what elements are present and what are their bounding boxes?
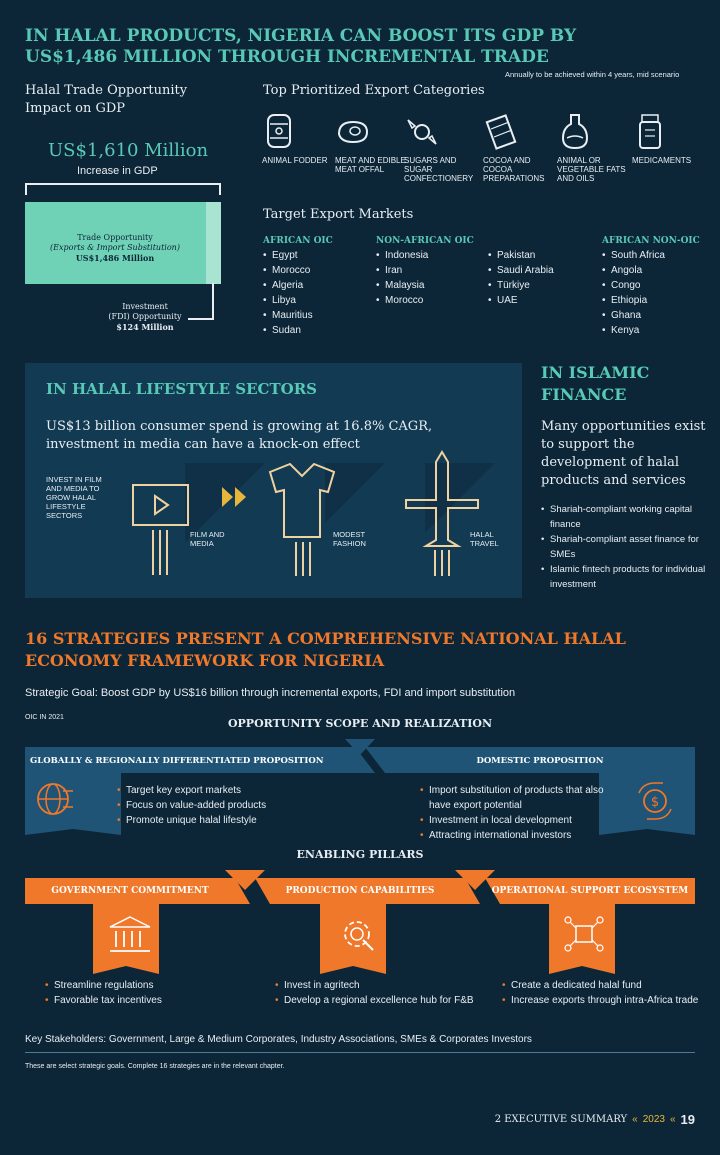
modest-fashion-label: MODEST FASHION (333, 530, 366, 548)
film-media-label: FILM AND MEDIA (190, 530, 225, 548)
fdi-connector-h (188, 318, 214, 320)
trade-label (45, 233, 185, 263)
list-item: • Türkiye (488, 278, 583, 293)
fdi-value: $124 Million (116, 322, 174, 332)
list-item: • Shariah-compliant working capital finance (541, 502, 709, 532)
markets-heading: Target Export Markets (263, 207, 414, 222)
forward-arrows-icon (220, 485, 250, 509)
list-item: • Import substitution of products that also have export potential (420, 783, 610, 813)
category-label: ANIMAL FODDER (262, 156, 328, 165)
footnote: These are select strategic goals. Complete 16 strategies are in the relevant chapter. (25, 1063, 285, 1070)
global-proposition-list (117, 783, 266, 828)
footer-separator: « (632, 1114, 638, 1125)
list-item: • Invest in agritech (275, 978, 475, 993)
fdi-label (100, 302, 190, 332)
trade-title: Trade Opportunity (77, 233, 153, 242)
halal-travel-label: HALAL TRAVEL (470, 530, 499, 548)
african-oic-title: AFRICAN OIC (263, 236, 333, 246)
african-oic-list (263, 236, 333, 338)
list-item: • South Africa (602, 248, 700, 263)
divider (25, 1052, 695, 1053)
list-item: • Morocco (376, 293, 488, 308)
category-sugar (404, 112, 478, 183)
list-item: • Target key export markets (117, 783, 266, 798)
category-meat (335, 112, 409, 174)
category-label: SUGARS AND SUGAR CONFECTIONERY (404, 156, 474, 183)
list-item: • Ethiopia (602, 293, 700, 308)
list-item: • Develop a regional excellence hub for F&B (275, 993, 475, 1008)
list-item: • Promote unique halal lifestyle (117, 813, 266, 828)
footer-section: 2 EXECUTIVE SUMMARY (494, 1114, 628, 1125)
pillar-government-title: GOVERNMENT COMMITMENT (51, 886, 209, 896)
footer-separator: « (669, 1114, 676, 1125)
list-item: • Increase exports through intra-Africa trade (502, 993, 702, 1008)
key-stakeholders: Key Stakeholders: Government, Large & Medium Corporates, Industry Associations, SMEs & Corporates Investors (25, 1034, 532, 1045)
page-number: 19 (680, 1112, 695, 1127)
category-cocoa (483, 112, 557, 183)
opportunity-heading: Halal Trade Opportunity Impact on GDP (25, 83, 188, 116)
domestic-proposition-title: DOMESTIC PROPOSITION (476, 756, 604, 766)
fdi-line1: Investment (122, 302, 168, 311)
list-item: • Shariah-compliant asset finance for SMEs (541, 532, 709, 562)
government-building-icon (108, 915, 152, 955)
svg-text:$: $ (650, 795, 660, 810)
dollar-exchange-icon (633, 779, 677, 823)
gdp-total: US$1,610 Million (48, 140, 209, 161)
modest-fashion-icon (262, 462, 342, 580)
pillar-operational-title: OPERATIONAL SUPPORT ECOSYSTEM (491, 886, 689, 896)
list-item: • Pakistan (488, 248, 583, 263)
list-item: • Iran (376, 263, 488, 278)
halal-travel-icon (402, 450, 482, 580)
islamic-heading: IN ISLAMIC FINANCE (541, 363, 650, 404)
list-item: • Congo (602, 278, 700, 293)
film-media-icon (128, 470, 218, 580)
globe-network-icon (35, 779, 75, 819)
page-footer (495, 1112, 695, 1127)
list-item: • Libya (263, 293, 333, 308)
category-medicaments (632, 112, 706, 165)
category-label: ANIMAL OR VEGETABLE FATS AND OILS (557, 156, 626, 183)
category-label: MEAT AND EDIBLE MEAT OFFAL (335, 156, 406, 174)
chocolate-icon (483, 112, 519, 152)
page-title: IN HALAL PRODUCTS, NIGERIA CAN BOOST ITS GDP BY US$1,486 MILLION THROUGH INCREMENTAL TRADE (25, 26, 577, 67)
medicine-icon (632, 112, 668, 152)
list-item: • Investment in local development (420, 813, 610, 828)
scope-title: OPPORTUNITY SCOPE AND REALIZATION (227, 717, 493, 730)
meat-icon (335, 112, 371, 152)
category-label: MEDICAMENTS (632, 156, 692, 165)
list-item: • Algeria (263, 278, 333, 293)
lifestyle-subheading: US$13 billion consumer spend is growing at 16.8% CAGR, investment in media can have a knock-on effect (46, 419, 433, 452)
list-item: • Kenya (602, 323, 700, 338)
pillar-production-list (275, 978, 475, 1008)
strategic-goal: Strategic Goal: Boost GDP by US$16 billion through incremental exports, FDI and import substitution (25, 687, 516, 699)
category-label: COCOA AND COCOA PREPARATIONS (483, 156, 545, 183)
oil-bottle-icon (557, 112, 593, 152)
pillar-government-list (45, 978, 245, 1008)
animal-fodder-icon (262, 112, 298, 152)
list-item: • Focus on value-added products (117, 798, 266, 813)
gdp-total-sub: Increase in GDP (77, 165, 158, 177)
list-item: • Mauritius (263, 308, 333, 323)
strategies-heading: 16 STRATEGIES PRESENT A COMPREHENSIVE NATIONAL HALAL ECONOMY FRAMEWORK FOR NIGERIA (25, 629, 626, 670)
list-item: • Create a dedicated halal fund (502, 978, 702, 993)
category-animal-fodder (262, 112, 336, 165)
african-non-oic-title: AFRICAN NON-OIC (602, 236, 700, 246)
non-african-oic-title: NON-AFRICAN OIC (376, 236, 474, 246)
total-bracket (25, 183, 221, 195)
pillar-production-title: PRODUCTION CAPABILITIES (285, 886, 435, 896)
list-item: • Egypt (263, 248, 333, 263)
list-item: • Ghana (602, 308, 700, 323)
trade-value: US$1,486 Million (75, 253, 155, 263)
network-ecosystem-icon (562, 912, 606, 956)
list-item: • Morocco (263, 263, 333, 278)
fdi-bar (206, 202, 221, 284)
footer-year: 2023 (642, 1114, 665, 1125)
african-non-oic-list (602, 236, 700, 338)
fdi-line2: (FDI) Opportunity (108, 312, 182, 321)
list-item: • Islamic fintech products for individual investment (541, 562, 709, 592)
pillars-title: ENABLING PILLARS (296, 848, 424, 861)
islamic-list (541, 502, 709, 592)
production-gear-icon (335, 912, 379, 956)
pillar-operational-list (502, 978, 702, 1008)
list-item: • Sudan (263, 323, 333, 338)
category-fats-oils (557, 112, 631, 183)
global-proposition-title: GLOBALLY & REGIONALLY DIFFERENTIATED PROPOSITION (30, 756, 324, 766)
list-item: • Streamline regulations (45, 978, 245, 993)
domestic-proposition-list (420, 783, 610, 843)
list-item: • Attracting international investors (420, 828, 610, 843)
fdi-connector (212, 283, 214, 319)
trade-sub: (Exports & Import Substitution) (50, 243, 180, 252)
lifestyle-heading: IN HALAL LIFESTYLE SECTORS (46, 380, 317, 398)
list-item: • Angola (602, 263, 700, 278)
categories-heading: Top Prioritized Export Categories (263, 83, 485, 98)
invest-media-label: INVEST IN FILM AND MEDIA TO GROW HALAL LIFESTYLE SECTORS (46, 475, 102, 520)
islamic-subheading: Many opportunities exist to support the development of halal products and services (541, 419, 706, 488)
source-note: OIC IN 2021 (25, 714, 64, 721)
list-item: • Malaysia (376, 278, 488, 293)
list-item: • UAE (488, 293, 583, 308)
list-item: • Saudi Arabia (488, 263, 583, 278)
candy-icon (404, 112, 440, 152)
list-item: • Indonesia (376, 248, 488, 263)
non-african-oic-list (376, 236, 586, 308)
list-item: • Favorable tax incentives (45, 993, 245, 1008)
scenario-note: Annually to be achieved within 4 years, mid scenario (505, 70, 680, 79)
